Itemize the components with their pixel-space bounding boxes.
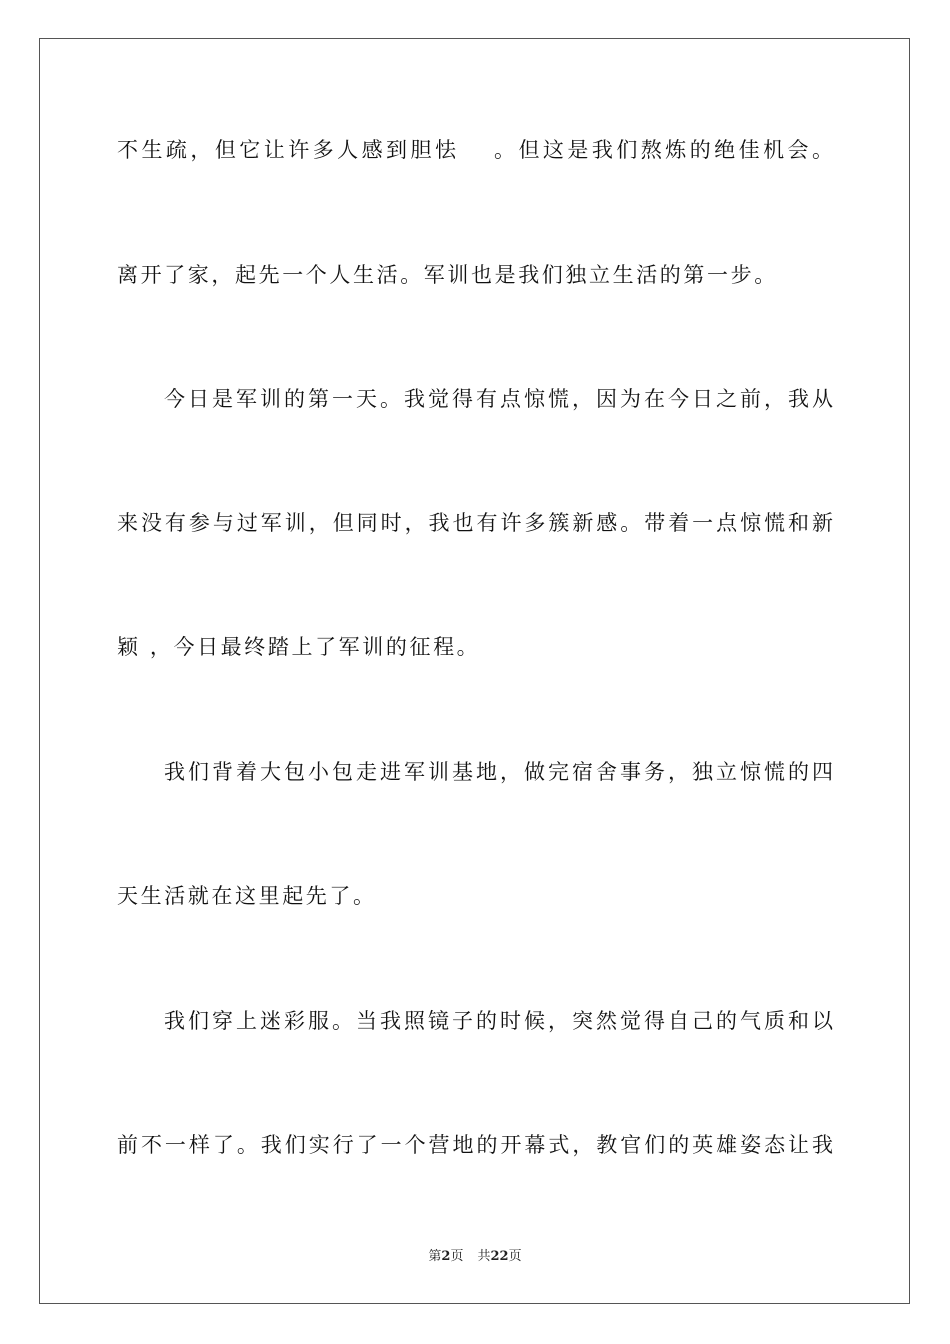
body-line-2: 离开了家，起先一个人生活。军训也是我们独立生活的第一步。 xyxy=(117,263,778,287)
footer-page-current: 2 xyxy=(441,1249,451,1264)
page-footer xyxy=(0,1248,950,1266)
body-line-9: 前不一样了。我们实行了一个营地的开幕式，教官们的英雄姿态让我 xyxy=(117,1133,833,1157)
body-line-4: 来没有参与过军训，但同时，我也有许多簇新感。带着一点惊慌和新 xyxy=(117,511,833,535)
body-line-7: 天生活就在这里起先了。 xyxy=(117,884,377,908)
footer-page-total: 22 xyxy=(490,1249,509,1264)
footer-page-prefix: 第 xyxy=(428,1249,442,1264)
body-line-6: 我们背着大包小包走进军训基地，做完宿舍事务，独立惊慌的四 xyxy=(164,760,833,784)
body-line-8: 我们穿上迷彩服。当我照镜子的时候，突然觉得自己的气质和以 xyxy=(164,1009,833,1033)
footer-page-suffix: 页 xyxy=(450,1249,464,1264)
footer-total-suffix: 页 xyxy=(508,1249,522,1264)
body-line-3: 今日是军训的第一天。我觉得有点惊慌，因为在今日之前，我从 xyxy=(164,387,833,411)
body-line-5: 颖 ，今日最终踏上了军训的征程。 xyxy=(117,635,481,659)
footer-total-prefix: 共 xyxy=(477,1249,491,1264)
body-line-1: 不生疏，但它让许多人感到胆怯 。但这是我们熬炼的绝佳机会。 xyxy=(117,138,833,162)
page-border xyxy=(39,38,910,1304)
